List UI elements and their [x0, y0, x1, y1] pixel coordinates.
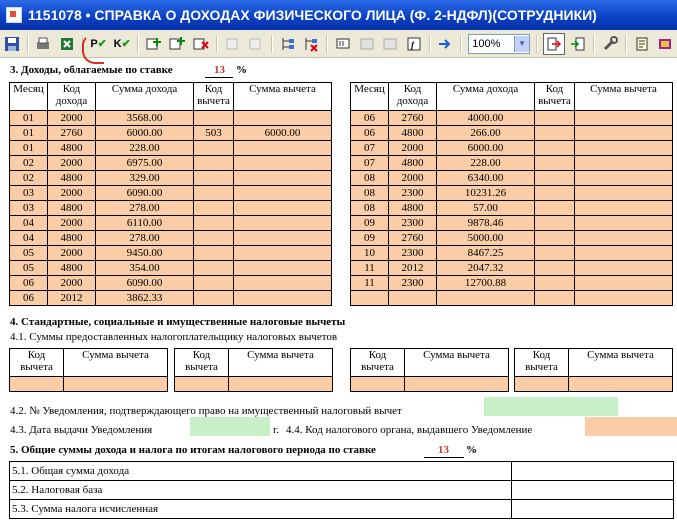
income-sum-cell[interactable]: 6340.00 [437, 171, 535, 186]
deduction-sum-cell[interactable] [569, 377, 673, 392]
income-table-right [350, 82, 673, 306]
deduction-code-cell[interactable] [515, 377, 569, 392]
income-code-cell[interactable] [389, 291, 437, 306]
deduction-code-cell[interactable] [175, 377, 229, 392]
deduction-code-cell[interactable] [194, 216, 234, 231]
col-header-income-code: Код дохода [389, 83, 437, 111]
rate-underline [205, 77, 233, 78]
month-cell[interactable]: 06 [351, 111, 389, 126]
page-import-icon[interactable] [569, 34, 589, 54]
income-code-cell[interactable]: 2000 [48, 216, 96, 231]
toolbar-separator [536, 35, 538, 53]
income-row [10, 171, 332, 186]
income-code-cell[interactable]: 2760 [389, 231, 437, 246]
deduction-code-cell[interactable] [535, 141, 575, 156]
deduction-code-cell[interactable]: 503 [194, 126, 234, 141]
notice-number-input[interactable] [484, 397, 618, 416]
income-row [10, 201, 332, 216]
total-income-label: 5.1. Общая сумма дохода [10, 462, 512, 481]
deduction-code-cell[interactable] [194, 291, 234, 306]
income-row [10, 216, 332, 231]
income-sum-cell[interactable] [437, 291, 535, 306]
deduction-table-1: Код вычета Сумма вычета [9, 348, 168, 392]
income-sum-cell[interactable]: 354.00 [96, 261, 194, 276]
month-cell[interactable]: 10 [351, 246, 389, 261]
page-export-icon[interactable] [543, 33, 565, 55]
chevron-down-icon[interactable]: ▼ [514, 36, 529, 52]
toolbar-separator [593, 35, 595, 53]
deduction-sum-cell[interactable] [234, 216, 332, 231]
income-row [351, 186, 673, 201]
month-cell[interactable]: 04 [10, 231, 48, 246]
deduction-sum-cell[interactable] [234, 186, 332, 201]
month-cell[interactable]: 08 [351, 201, 389, 216]
income-code-cell[interactable]: 2012 [48, 291, 96, 306]
deduction-sum-cell[interactable] [64, 377, 168, 392]
income-code-cell[interactable]: 4800 [48, 261, 96, 276]
filter-icon[interactable] [333, 34, 353, 54]
grid-disabled-icon [357, 34, 377, 54]
section3-pct: % [236, 64, 247, 76]
income-code-cell[interactable]: 2000 [48, 246, 96, 261]
deduction-code-cell[interactable] [535, 261, 575, 276]
excel-icon[interactable] [57, 34, 77, 54]
tax-office-code-input[interactable] [585, 417, 677, 436]
app-icon [6, 7, 22, 23]
total-income-value [512, 462, 674, 481]
income-code-cell[interactable]: 2760 [48, 126, 96, 141]
tax-calculated-value [512, 500, 674, 519]
income-row [351, 276, 673, 291]
year-mark: г. [273, 424, 280, 436]
tax-calculated-label: 5.3. Сумма налога исчисленная [10, 500, 512, 519]
col-header-income-sum: Сумма дохода [437, 83, 535, 111]
income-sum-cell[interactable]: 3568.00 [96, 111, 194, 126]
month-cell[interactable]: 09 [351, 216, 389, 231]
income-sum-cell[interactable]: 6000.00 [96, 126, 194, 141]
section5-title: 5. Общие суммы дохода и налога по итогам налогового периода по ставке [10, 444, 376, 456]
income-sum-cell[interactable]: 57.00 [437, 201, 535, 216]
deduction-sum-cell[interactable] [234, 156, 332, 171]
zoom-select[interactable]: 100% ▼ [468, 34, 530, 54]
deduction-sum-cell[interactable] [575, 126, 673, 141]
deduction-sum-cell[interactable] [234, 291, 332, 306]
numbering-disabled-icon [380, 34, 400, 54]
check-k-button[interactable]: K ✔ [113, 37, 131, 50]
income-row [351, 216, 673, 231]
income-sum-cell[interactable]: 6110.00 [96, 216, 194, 231]
income-sum-cell[interactable]: 3862.33 [96, 291, 194, 306]
deduction-code-cell[interactable] [194, 186, 234, 201]
income-sum-cell[interactable]: 228.00 [96, 141, 194, 156]
deduction-sum-cell[interactable] [234, 231, 332, 246]
arrow-right-icon[interactable] [436, 34, 456, 54]
deduction-code-cell[interactable] [194, 111, 234, 126]
income-sum-cell[interactable]: 9878.46 [437, 216, 535, 231]
add-row-icon[interactable] [144, 34, 164, 54]
income-sum-cell[interactable]: 278.00 [96, 231, 194, 246]
deduction-code-cell[interactable] [535, 231, 575, 246]
income-sum-cell[interactable]: 6975.00 [96, 156, 194, 171]
deduction-sum-cell[interactable] [234, 276, 332, 291]
month-cell[interactable]: 05 [10, 246, 48, 261]
deduction-code-cell[interactable] [535, 246, 575, 261]
add-item-disabled-icon [223, 34, 243, 54]
income-row [351, 231, 673, 246]
income-sum-cell[interactable]: 228.00 [437, 156, 535, 171]
income-code-cell[interactable]: 2300 [389, 216, 437, 231]
svg-text:f: f [410, 39, 414, 50]
col-header-deduction-sum: Сумма вычета [234, 83, 332, 111]
month-cell[interactable]: 11 [351, 276, 389, 291]
income-row [351, 246, 673, 261]
notice-number-label: 4.2. № Уведомления, подтверждающего право на имущественный налоговый вычет [10, 405, 402, 417]
col-header-income-sum: Сумма дохода [96, 83, 194, 111]
income-code-cell[interactable]: 2000 [48, 186, 96, 201]
print-icon[interactable] [34, 34, 54, 54]
month-cell[interactable]: 01 [10, 141, 48, 156]
deduction-sum-cell[interactable] [575, 216, 673, 231]
income-sum-cell[interactable]: 5000.00 [437, 231, 535, 246]
income-row [351, 171, 673, 186]
deduction-sum-cell[interactable] [575, 231, 673, 246]
check-p-button[interactable]: P ✔ [90, 37, 107, 50]
deduction-code-cell[interactable] [194, 261, 234, 276]
income-sum-cell[interactable]: 6090.00 [96, 276, 194, 291]
toolbar-separator [137, 35, 139, 53]
deduction-sum-cell[interactable] [575, 171, 673, 186]
month-cell[interactable]: 06 [10, 291, 48, 306]
month-cell[interactable]: 06 [10, 276, 48, 291]
tax-base-label: 5.2. Налоговая база [10, 481, 512, 500]
income-row [351, 141, 673, 156]
income-row [10, 261, 332, 276]
deduction-code-cell[interactable] [351, 377, 405, 392]
insert-row-icon[interactable] [168, 34, 188, 54]
deduction-code-cell[interactable] [535, 111, 575, 126]
income-code-cell[interactable]: 4800 [48, 141, 96, 156]
income-code-cell[interactable]: 4800 [389, 201, 437, 216]
totals-table [9, 461, 674, 519]
deduction-code-cell[interactable] [194, 141, 234, 156]
income-code-cell[interactable]: 2000 [48, 276, 96, 291]
title-bar [0, 0, 677, 30]
function-icon[interactable] [404, 34, 424, 54]
notes-icon[interactable] [632, 34, 652, 54]
deduction-sum-cell[interactable] [234, 141, 332, 156]
month-cell[interactable]: 03 [10, 186, 48, 201]
income-code-cell[interactable]: 2300 [389, 186, 437, 201]
deduction-sum-cell[interactable] [575, 246, 673, 261]
income-row [10, 126, 332, 141]
toolbar-separator [625, 35, 627, 53]
deduction-sum-cell[interactable] [234, 171, 332, 186]
toolbar-separator [27, 35, 29, 53]
month-cell[interactable]: 07 [351, 156, 389, 171]
deduction-sum-cell[interactable] [234, 201, 332, 216]
toolbar-separator [216, 35, 218, 53]
deduction-code-cell[interactable] [194, 171, 234, 186]
notice-date-label: 4.3. Дата выдачи Уведомления [10, 424, 153, 436]
income-sum-cell[interactable]: 266.00 [437, 126, 535, 141]
deduction-sum-cell[interactable] [575, 291, 673, 306]
income-row [10, 276, 332, 291]
income-row [351, 156, 673, 171]
month-cell[interactable]: 06 [351, 126, 389, 141]
deduction-sum-cell[interactable] [575, 201, 673, 216]
highlight-circle [82, 34, 104, 64]
deduction-code-cell[interactable] [535, 201, 575, 216]
income-row [351, 291, 673, 306]
help-book-icon[interactable] [655, 34, 675, 54]
deduction-code-cell[interactable] [10, 377, 64, 392]
deduction-code-cell[interactable] [535, 276, 575, 291]
month-cell[interactable]: 07 [351, 141, 389, 156]
notice-date-input[interactable] [190, 417, 270, 436]
income-row [10, 246, 332, 261]
deduction-sum-cell[interactable] [234, 246, 332, 261]
income-sum-cell[interactable]: 329.00 [96, 171, 194, 186]
section3-title: 3. Доходы, облагаемые по ставке [10, 64, 173, 76]
month-cell[interactable]: 11 [351, 261, 389, 276]
deduction-sum-cell[interactable] [405, 377, 509, 392]
col-header-deduction-code: Код вычета [535, 83, 575, 111]
income-code-cell[interactable]: 2300 [389, 246, 437, 261]
tax-office-code-label: 4.4. Код налогового органа, выдавшего Уведомление [286, 424, 533, 436]
income-code-cell[interactable]: 2000 [389, 171, 437, 186]
income-code-cell[interactable]: 2000 [389, 141, 437, 156]
section5-rate-underline [424, 457, 464, 458]
deduction-code-cell[interactable] [194, 231, 234, 246]
deduction-code-cell[interactable] [535, 291, 575, 306]
deduction-code-cell[interactable] [535, 186, 575, 201]
deduction-sum-cell[interactable]: 6000.00 [234, 126, 332, 141]
toolbar-separator [326, 35, 328, 53]
income-sum-cell[interactable]: 6000.00 [437, 141, 535, 156]
deduction-table-3: Код вычета Сумма вычета [350, 348, 509, 392]
save-icon[interactable] [2, 34, 22, 54]
income-row [351, 126, 673, 141]
month-cell[interactable]: 01 [10, 126, 48, 141]
col-header-month: Месяц [10, 83, 48, 111]
income-sum-cell[interactable]: 12700.88 [437, 276, 535, 291]
income-row [10, 186, 332, 201]
section4-title: 4. Стандартные, социальные и имущественные налоговые вычеты [10, 316, 346, 328]
col-header-deduction-sum: Сумма вычета [575, 83, 673, 111]
tax-base-value [512, 481, 674, 500]
deduction-table-4: Код вычета Сумма вычета [514, 348, 673, 392]
section5-rate: 13 [438, 444, 449, 456]
income-row [10, 111, 332, 126]
month-cell[interactable]: 02 [10, 156, 48, 171]
section3-rate: 13 [214, 64, 225, 76]
deduction-code-cell[interactable] [535, 126, 575, 141]
month-cell[interactable] [351, 291, 389, 306]
remove-item-disabled-icon [246, 34, 266, 54]
income-code-cell[interactable]: 2012 [389, 261, 437, 276]
deduction-code-cell[interactable] [194, 156, 234, 171]
deduction-sum-cell[interactable] [575, 261, 673, 276]
month-cell[interactable]: 08 [351, 171, 389, 186]
section5-pct: % [466, 444, 477, 456]
deduction-sum-cell[interactable] [575, 276, 673, 291]
delete-row-icon[interactable] [191, 34, 211, 54]
month-cell[interactable]: 04 [10, 216, 48, 231]
toolbar-separator [271, 35, 273, 53]
month-cell[interactable]: 03 [10, 201, 48, 216]
income-sum-cell[interactable]: 10231.26 [437, 186, 535, 201]
window-title: 1151078 • СПРАВКА О ДОХОДАХ ФИЗИЧЕСКОГО ЛИЦА (Ф. 2-НДФЛ)(СОТРУДНИКИ) [28, 7, 597, 23]
deduction-sum-cell[interactable] [575, 141, 673, 156]
deduction-code-cell[interactable] [535, 216, 575, 231]
deduction-code-cell[interactable] [194, 246, 234, 261]
deduction-code-cell[interactable] [194, 276, 234, 291]
tools-icon[interactable] [600, 34, 620, 54]
deduction-sum-cell[interactable] [234, 261, 332, 276]
income-row [351, 261, 673, 276]
deduction-table-2: Код вычета Сумма вычета [174, 348, 333, 392]
income-sum-cell[interactable]: 9450.00 [96, 246, 194, 261]
income-code-cell[interactable]: 2000 [48, 111, 96, 126]
income-row [10, 156, 332, 171]
deduction-sum-cell[interactable] [575, 156, 673, 171]
deduction-sum-cell[interactable] [234, 111, 332, 126]
income-sum-cell[interactable]: 278.00 [96, 201, 194, 216]
section4-subtitle: 4.1. Суммы предоставленных налогоплательщику налоговых вычетов [10, 331, 338, 343]
income-code-cell[interactable]: 4800 [48, 201, 96, 216]
income-sum-cell[interactable]: 2047.32 [437, 261, 535, 276]
deduction-code-cell[interactable] [535, 156, 575, 171]
deduction-code-cell[interactable] [535, 171, 575, 186]
income-code-cell[interactable]: 4800 [48, 231, 96, 246]
month-cell[interactable]: 01 [10, 111, 48, 126]
col-header-month: Месяц [351, 83, 389, 111]
income-row [10, 141, 332, 156]
income-code-cell[interactable]: 4800 [48, 171, 96, 186]
income-row [10, 291, 332, 306]
deduction-sum-cell[interactable] [575, 186, 673, 201]
income-sum-cell[interactable]: 8467.25 [437, 246, 535, 261]
tree-delete-icon[interactable] [302, 34, 322, 54]
income-table-left [9, 82, 332, 306]
income-row [10, 231, 332, 246]
income-code-cell[interactable]: 4800 [389, 126, 437, 141]
toolbar-separator [429, 35, 431, 53]
deduction-sum-cell[interactable] [575, 111, 673, 126]
tree-add-icon[interactable] [278, 34, 298, 54]
income-sum-cell[interactable]: 4000.00 [437, 111, 535, 126]
month-cell[interactable]: 02 [10, 171, 48, 186]
income-code-cell[interactable]: 4800 [389, 156, 437, 171]
col-header-income-code: Код дохода [48, 83, 96, 111]
month-cell[interactable]: 08 [351, 186, 389, 201]
deduction-sum-cell[interactable] [229, 377, 333, 392]
income-row [351, 111, 673, 126]
col-header-deduction-code: Код вычета [194, 83, 234, 111]
month-cell[interactable]: 05 [10, 261, 48, 276]
income-row [351, 201, 673, 216]
income-code-cell[interactable]: 2300 [389, 276, 437, 291]
deduction-code-cell[interactable] [194, 201, 234, 216]
income-code-cell[interactable]: 2000 [48, 156, 96, 171]
income-sum-cell[interactable]: 6090.00 [96, 186, 194, 201]
income-code-cell[interactable]: 2760 [389, 111, 437, 126]
month-cell[interactable]: 09 [351, 231, 389, 246]
toolbar-separator [460, 35, 462, 53]
